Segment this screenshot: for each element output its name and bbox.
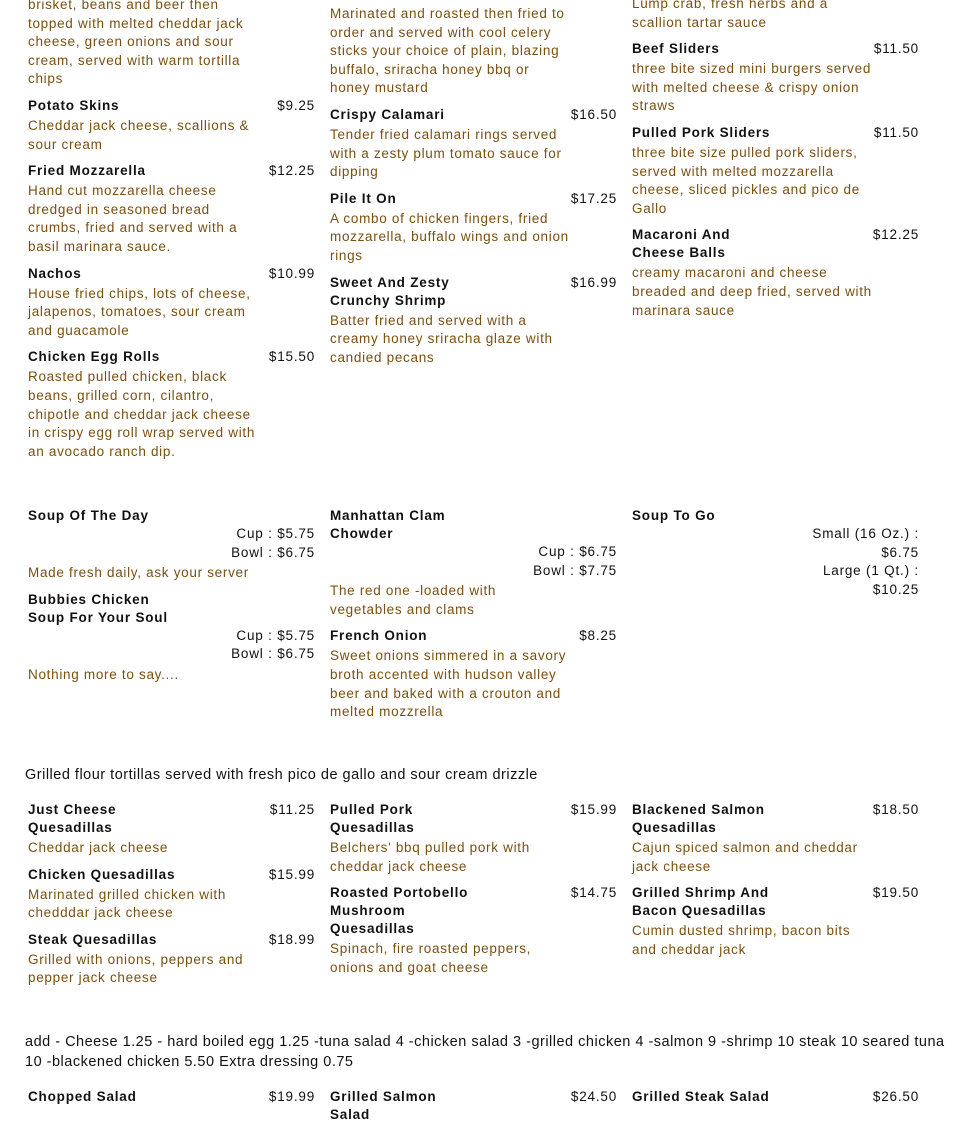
appetizers-column-2 (330, 3, 617, 375)
item-name: Soup Of The Day (28, 508, 149, 523)
item-price: $19.50 (872, 885, 919, 901)
menu-item-pile-it-on[interactable] (330, 190, 617, 266)
menu-item-portobello-quesadillas[interactable] (330, 884, 617, 977)
item-name: Fried Mozzarella (28, 163, 146, 179)
appetizers-column-3 (632, 0, 919, 328)
item-price: $26.50 (872, 1089, 919, 1104)
menu-item-mac-cheese-balls[interactable] (632, 226, 919, 320)
item-name: Chopped Salad (28, 1089, 137, 1104)
item-description: Roasted pulled chicken, black beans, grilled corn, cilantro, chipotle and cheddar jack cheese in crispy egg roll wrap served with an avocado ranch dip. (28, 369, 256, 459)
item-description: Hand cut mozzarella cheese dredged in seasoned bread crumbs, fried and served with a basil marinara sauce. (28, 183, 238, 254)
item-name: Pulled Pork Quesadillas (330, 802, 415, 835)
size-price-small: $6.75 (881, 544, 919, 560)
item-name: Macaroni And Cheese Balls (632, 227, 731, 261)
size-label-small: Small (16 Oz.) : (812, 526, 919, 541)
item-name: Potato Skins (28, 97, 120, 113)
soups-column-1 (28, 507, 315, 693)
appetizers-column-1 (28, 0, 315, 469)
item-price: $12.25 (872, 227, 919, 243)
menu-item-nachos[interactable] (28, 265, 315, 341)
item-name: Manhattan Clam Chowder (330, 508, 446, 541)
size-price-cup: Cup : $5.75 (236, 627, 315, 643)
menu-item-steak-quesadillas[interactable] (28, 931, 315, 988)
item-price: $8.25 (579, 628, 617, 644)
salads-column-2 (330, 1088, 617, 1124)
menu-item-pulled-pork-quesadillas[interactable] (330, 801, 617, 876)
menu-item-bubbies-chicken-soup[interactable] (28, 591, 315, 685)
item-description: Sweet onions simmered in a savory broth accented with hudson valley beer and baked with a crouton and melted mozzrella (330, 648, 567, 720)
salads-addons-note: add - Cheese 1.25 - hard boiled egg 1.25 -tuna salad 4 -chicken salad 3 -grilled chicken 4 -salmon 9 -shrimp 10 steak 10 seared tuna 10 -blackened chicken 5.50 Extra dressing 0.75 (25, 1034, 945, 1070)
item-price: $11.50 (873, 124, 919, 140)
menu-item-fried-mozzarella[interactable] (28, 162, 315, 256)
item-name: Soup To Go (632, 508, 716, 523)
item-name: Sweet And Zesty Crunchy Shrimp (330, 274, 450, 308)
item-price: $10.99 (268, 265, 315, 281)
item-name: Just Cheese Quesadillas (28, 802, 117, 835)
item-name: Roasted Portobello Mushroom Quesadillas (330, 885, 469, 937)
item-price: $24.50 (570, 1089, 617, 1104)
item-price: $15.99 (268, 866, 315, 882)
item-price: $18.50 (872, 802, 919, 817)
item-description: three bite sized mini burgers served with melted cheese & crispy onion straws (632, 61, 872, 114)
item-name: Steak Quesadillas (28, 931, 158, 947)
menu-item-grilled-steak-salad[interactable] (632, 1088, 919, 1106)
menu-item-beef-sliders[interactable] (632, 40, 919, 116)
menu-item-soup-of-the-day[interactable] (28, 507, 315, 583)
menu-item-just-cheese-quesadillas[interactable] (28, 801, 315, 858)
size-price-cup: Cup : $5.75 (236, 526, 315, 541)
quesadillas-column-3 (632, 801, 919, 967)
item-name: Beef Sliders (632, 41, 720, 57)
menu-item-soup-to-go[interactable] (632, 507, 919, 599)
menu-item-potato-skins[interactable] (28, 97, 315, 154)
item-name: Grilled Salmon Salad (330, 1089, 437, 1122)
item-price: $11.50 (873, 41, 919, 57)
item-description: A combo of chicken fingers, fried mozzarella, buffalo wings and onion rings (330, 210, 569, 263)
menu-item-chicken-quesadillas[interactable] (28, 866, 315, 923)
size-price-bowl: Bowl : $6.75 (231, 646, 315, 662)
menu-item-chicken-egg-rolls[interactable] (28, 348, 315, 461)
quesadillas-column-1 (28, 801, 315, 996)
item-description: House fried chips, lots of cheese, jalapenos, tomatoes, sour cream and guacamole (28, 285, 251, 338)
item-name: Chicken Quesadillas (28, 866, 176, 882)
item-name: Pile It On (330, 190, 397, 206)
item-price: $14.75 (570, 885, 617, 901)
item-description: Tender fried calamari rings served with a zesty plum tomato sauce for dipping (330, 126, 562, 180)
menu-item-crispy-calamari[interactable] (330, 106, 617, 182)
menu-item-pulled-pork-sliders[interactable] (632, 124, 919, 218)
item-price: $11.25 (269, 802, 315, 817)
item-description: Spinach, fire roasted peppers, onions and goat cheese (330, 941, 532, 975)
menu-item-french-onion[interactable] (330, 627, 617, 721)
item-description: three bite size pulled pork sliders, served with melted mozzarella cheese, sliced pickles and pico de Gallo (632, 144, 860, 216)
menu-item-grilled-salmon-salad[interactable] (330, 1088, 617, 1124)
item-name: Grilled Shrimp And Bacon Quesadillas (632, 885, 769, 919)
size-price-bowl: Bowl : $7.75 (533, 562, 617, 578)
size-price-large: $10.25 (872, 581, 919, 597)
item-price: $16.50 (570, 106, 617, 122)
item-description: Made fresh daily, ask your server (28, 565, 249, 581)
item-name: Chicken Egg Rolls (28, 349, 161, 365)
item-price: $16.99 (570, 274, 617, 290)
item-description: Nothing more to say.... (28, 666, 179, 682)
item-description: brisket, beans and beer then topped with melted cheddar jack cheese, green onions and sour cream, served with warm tortilla chips (28, 0, 244, 87)
soups-column-3 (632, 507, 919, 607)
menu-item-manhattan-clam-chowder[interactable] (330, 507, 617, 619)
item-description: Cumin dusted shrimp, bacon bits and cheddar jack (632, 923, 851, 957)
item-price: $12.25 (268, 163, 315, 179)
item-name: French Onion (330, 628, 428, 644)
item-description: Lump crab, fresh herbs and a scallion tartar sauce (632, 0, 828, 30)
menu-item-sweet-zesty-shrimp[interactable] (330, 274, 617, 368)
item-description: Cheddar jack cheese, scallions & sour cream (28, 117, 250, 152)
menu-item-chopped-salad[interactable] (28, 1088, 315, 1106)
item-description: Cajun spiced salmon and cheddar jack cheese (632, 840, 858, 874)
item-description: Marinated and roasted then fried to order and served with cool celery sticks your choice of plain, blazing buffalo, sriracha honey bbq or honey mustard (330, 6, 565, 96)
soups-column-2 (330, 507, 617, 730)
menu-item-shrimp-bacon-quesadillas[interactable] (632, 884, 919, 959)
item-description: Cheddar jack cheese (28, 840, 169, 855)
item-name: Nachos (28, 265, 82, 281)
size-label-large: Large (1 Qt.) : (822, 563, 919, 579)
item-description: The red one -loaded with vegetables and clams (330, 583, 497, 617)
size-price-cup: Cup : $6.75 (538, 544, 617, 559)
salads-column-1 (28, 1088, 315, 1106)
item-name: Pulled Pork Sliders (632, 124, 771, 140)
item-price: $15.50 (268, 349, 315, 365)
quesadillas-column-2 (330, 801, 617, 985)
item-name: Crispy Calamari (330, 106, 445, 122)
item-price: $19.99 (268, 1089, 315, 1104)
salads-column-3 (632, 1088, 919, 1106)
item-price: $9.25 (277, 97, 315, 113)
item-description: Belchers' bbq pulled pork with cheddar jack cheese (330, 840, 530, 874)
item-description: creamy macaroni and cheese breaded and deep fried, served with marinara sauce (632, 265, 872, 318)
item-price: $15.99 (570, 802, 617, 817)
item-description: Batter fried and served with a creamy honey sriracha glaze with candied pecans (330, 312, 553, 365)
quesadillas-note: Grilled flour tortillas served with fresh pico de gallo and sour cream drizzle (25, 767, 538, 783)
item-name: Grilled Steak Salad (632, 1089, 770, 1104)
item-price: $18.99 (268, 931, 315, 947)
item-name: Blackened Salmon Quesadillas (632, 802, 765, 835)
item-price: $17.25 (570, 190, 617, 206)
item-description: Marinated grilled chicken with chedddar jack cheese (28, 886, 227, 921)
size-price-bowl: Bowl : $6.75 (231, 544, 315, 560)
menu-item-blackened-salmon-quesadillas[interactable] (632, 801, 919, 876)
item-description: Grilled with onions, peppers and pepper jack cheese (28, 951, 244, 986)
item-name: Bubbies Chicken Soup For Your Soul (28, 591, 168, 625)
